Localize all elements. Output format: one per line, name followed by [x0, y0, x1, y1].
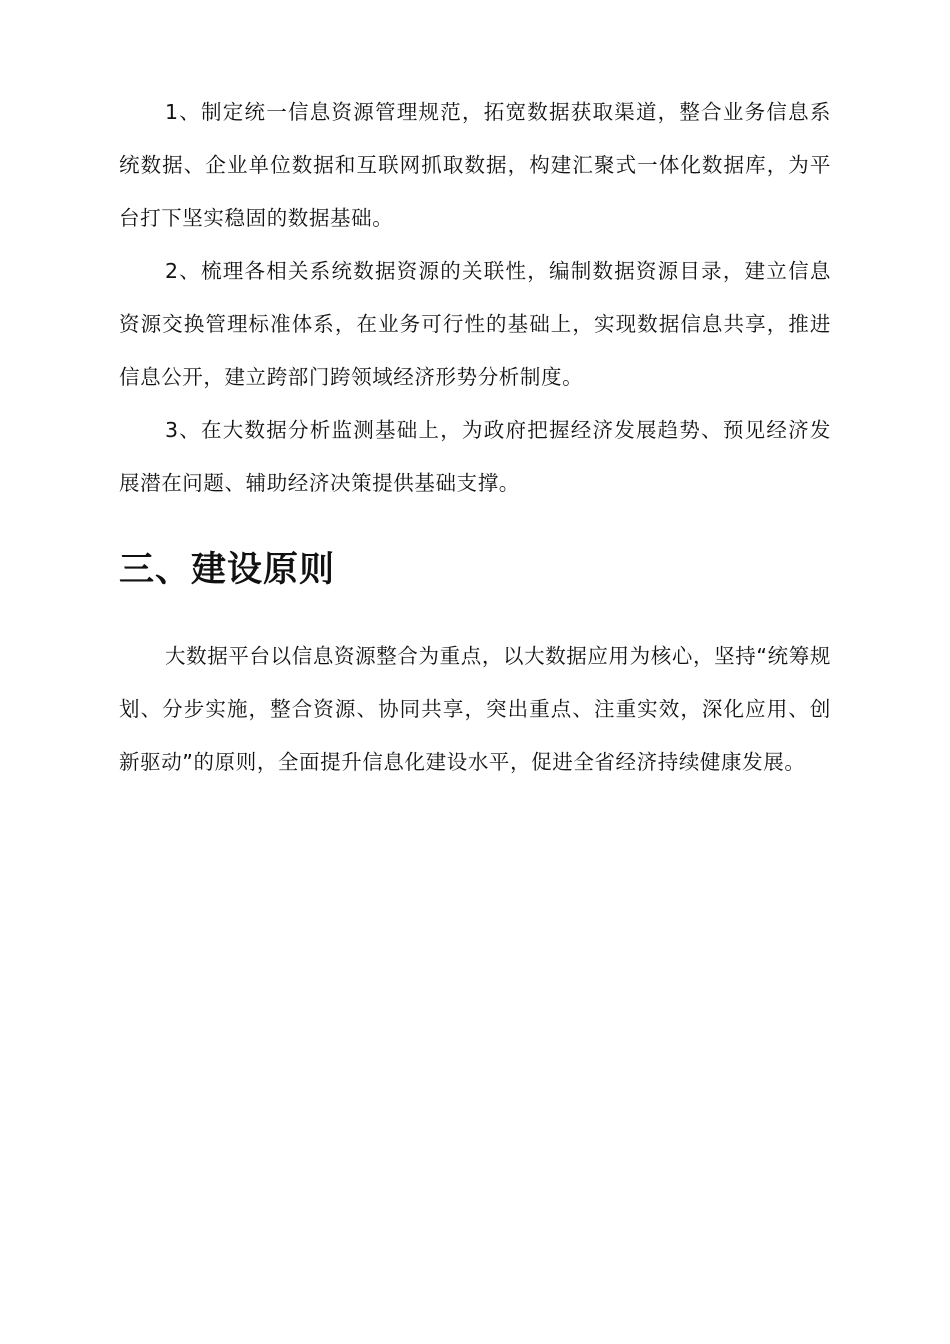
- paragraph-goal-1: 1、制定统一信息资源管理规范，拓宽数据获取渠道，整合业务信息系统数据、企业单位数据和互联网抓取数据，构建汇聚式一体化数据库，为平台打下坚实稳固的数据基础。: [119, 100, 831, 230]
- document-body: [119, 86, 831, 789]
- paragraph-principles: 大数据平台以信息资源整合为重点，以大数据应用为核心，坚持“统筹规划、分步实施，整合资源、协同共享，突出重点、注重实效，深化应用、创新驱动”的原则，全面提升信息化建设水平，促进全省经济持续健康发展。: [119, 644, 831, 774]
- section-heading: 三、建设原则: [119, 550, 336, 590]
- paragraph-goal-3: 3、在大数据分析监测基础上，为政府把握经济发展趋势、预见经济发展潜在问题、辅助经济决策提供基础支撑。: [119, 418, 831, 495]
- paragraph-goal-2: 2、梳理各相关系统数据资源的关联性，编制数据资源目录，建立信息资源交换管理标准体系，在业务可行性的基础上，实现数据信息共享，推进信息公开，建立跨部门跨领域经济形势分析制度。: [119, 259, 831, 389]
